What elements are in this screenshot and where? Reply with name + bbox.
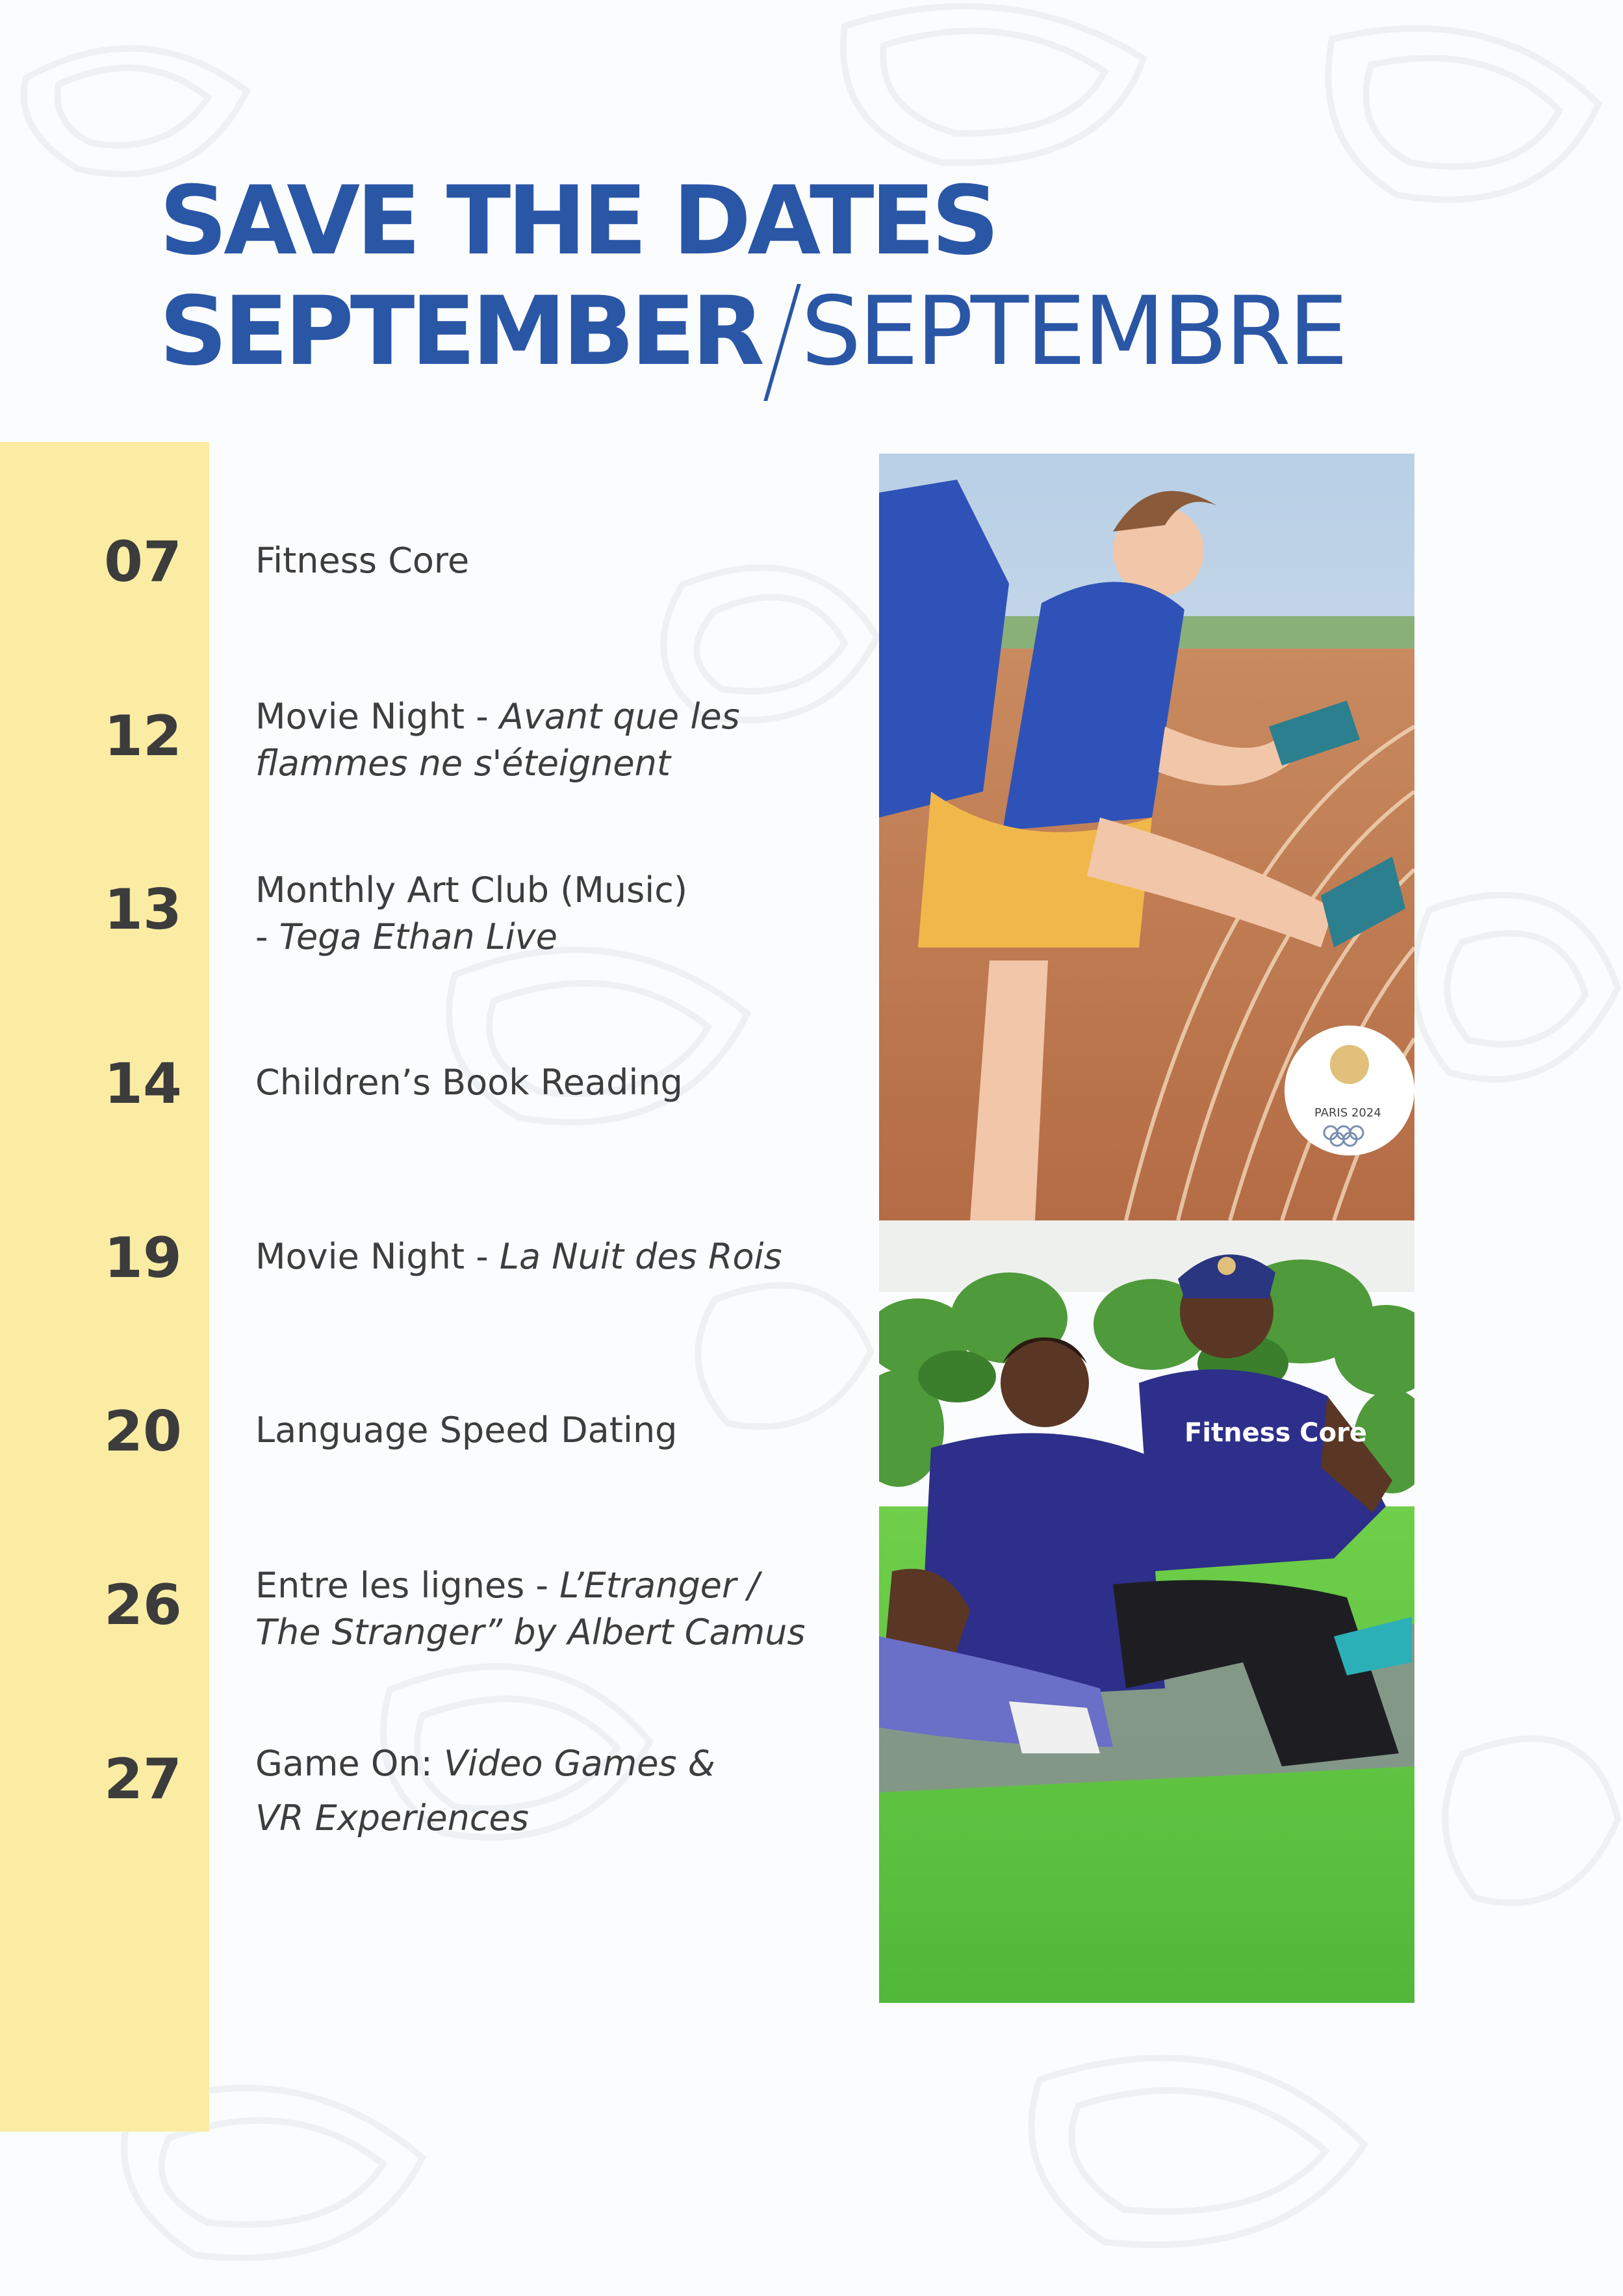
event-title: [255, 867, 840, 961]
event-title: [255, 1736, 840, 1846]
title-month-french: SEPTEMBRE: [800, 276, 1346, 387]
event-title: [255, 1233, 840, 1280]
event-date: 27: [104, 1747, 182, 1812]
event-title-text: Children’s Book Reading: [255, 1062, 683, 1103]
event-title-italic: L’Etranger /: [559, 1565, 760, 1606]
event-date: 12: [104, 704, 182, 769]
event-title: [255, 1059, 840, 1106]
title-month-english: SEPTEMBER: [159, 276, 761, 387]
paris-logo-text: PARIS 2024: [1314, 1106, 1381, 1120]
title-save-the-dates: SAVE THE DATES: [159, 166, 996, 276]
event-photo: [879, 454, 1414, 2003]
event-title-text: Language Speed Dating: [255, 1410, 678, 1451]
photo-illustration: [879, 454, 1414, 2003]
event-title-text: Entre les lignes -: [255, 1565, 560, 1606]
event-title-text: Movie Night -: [255, 696, 500, 737]
title-month: [159, 276, 1346, 393]
event-title: [255, 1407, 840, 1454]
event-title-text: Fitness Core: [255, 540, 470, 581]
event-title-italic-line2: The Stranger” by Albert Camus: [255, 1612, 806, 1653]
event-title-italic-line2: VR Experiences: [255, 1798, 529, 1838]
event-title-text: Movie Night -: [255, 1236, 500, 1277]
event-date: 26: [104, 1573, 182, 1638]
event-title: [255, 693, 840, 787]
event-title-italic: Video Games &: [444, 1743, 715, 1784]
page-title: [159, 166, 1346, 393]
event-title: [255, 537, 840, 584]
event-title-text: Game On:: [255, 1743, 444, 1784]
event-title-italic: Avant que les: [499, 696, 740, 737]
event-title-italic-line2: Tega Ethan Live: [279, 916, 557, 957]
event-title-italic-line2: flammes ne s'éteignent: [255, 743, 671, 784]
event-title-italic: La Nuit des Rois: [499, 1236, 782, 1277]
event-date: 07: [104, 530, 182, 595]
shirt-text: Fitness Core: [1184, 1418, 1367, 1448]
event-date: 14: [104, 1051, 182, 1116]
title-slash-divider: [763, 284, 801, 401]
event-date: 19: [104, 1226, 182, 1291]
event-title: [255, 1562, 840, 1656]
event-date: 13: [104, 877, 182, 942]
event-title-line2: -: [255, 916, 279, 957]
event-date: 20: [104, 1399, 182, 1464]
event-title-text: Monthly Art Club (Music): [255, 870, 688, 910]
